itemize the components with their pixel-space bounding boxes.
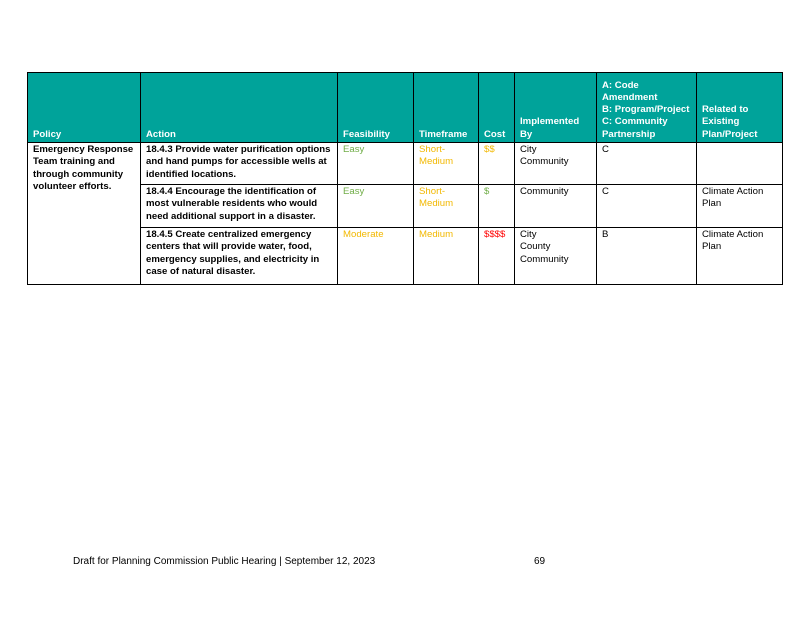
header-type: A: Code Amendment B: Program/Project C: Community Partnership (597, 73, 697, 143)
implemented-by-cell: City County Community (515, 228, 597, 285)
header-policy: Policy (28, 73, 141, 143)
policy-action-table (27, 72, 783, 285)
page-number: 69 (534, 556, 546, 567)
related-cell: Climate Action Plan (697, 228, 783, 285)
timeframe-cell: Medium (414, 228, 479, 285)
implemented-by-cell: City Community (515, 143, 597, 185)
feasibility-cell: Easy (338, 185, 414, 228)
table-row (28, 143, 783, 185)
cost-cell: $ (479, 185, 515, 228)
feasibility-cell: Moderate (338, 228, 414, 285)
related-cell (697, 143, 783, 185)
timeframe-cell: Short-Medium (414, 143, 479, 185)
policy-cell: Emergency Response Team training and through community volunteer efforts. (28, 143, 141, 285)
cost-cell: $$ (479, 143, 515, 185)
type-cell: B (597, 228, 697, 285)
type-cell: C (597, 185, 697, 228)
header-action: Action (141, 73, 338, 143)
feasibility-cell: Easy (338, 143, 414, 185)
table-row (28, 228, 783, 285)
action-cell: 18.4.4 Encourage the identification of most vulnerable residents who would need additional support in a disaster. (141, 185, 338, 228)
footer-text: Draft for Planning Commission Public Hearing | September 12, 2023 (73, 556, 376, 567)
implemented-by-cell: Community (515, 185, 597, 228)
header-related: Related to Existing Plan/Project (697, 73, 783, 143)
header-implemented-by: Implemented By (515, 73, 597, 143)
header-timeframe: Timeframe (414, 73, 479, 143)
header-cost: Cost (479, 73, 515, 143)
timeframe-cell: Short-Medium (414, 185, 479, 228)
type-cell: C (597, 143, 697, 185)
related-cell: Climate Action Plan (697, 185, 783, 228)
cost-cell: $$$$ (479, 228, 515, 285)
action-cell: 18.4.5 Create centralized emergency centers that will provide water, food, emergency supplies, and electricity in case of natural disaster. (141, 228, 338, 285)
table-row (28, 185, 783, 228)
table-header-row (28, 73, 783, 143)
action-cell: 18.4.3 Provide water purification options and hand pumps for accessible wells at identified locations. (141, 143, 338, 185)
header-feasibility: Feasibility (338, 73, 414, 143)
